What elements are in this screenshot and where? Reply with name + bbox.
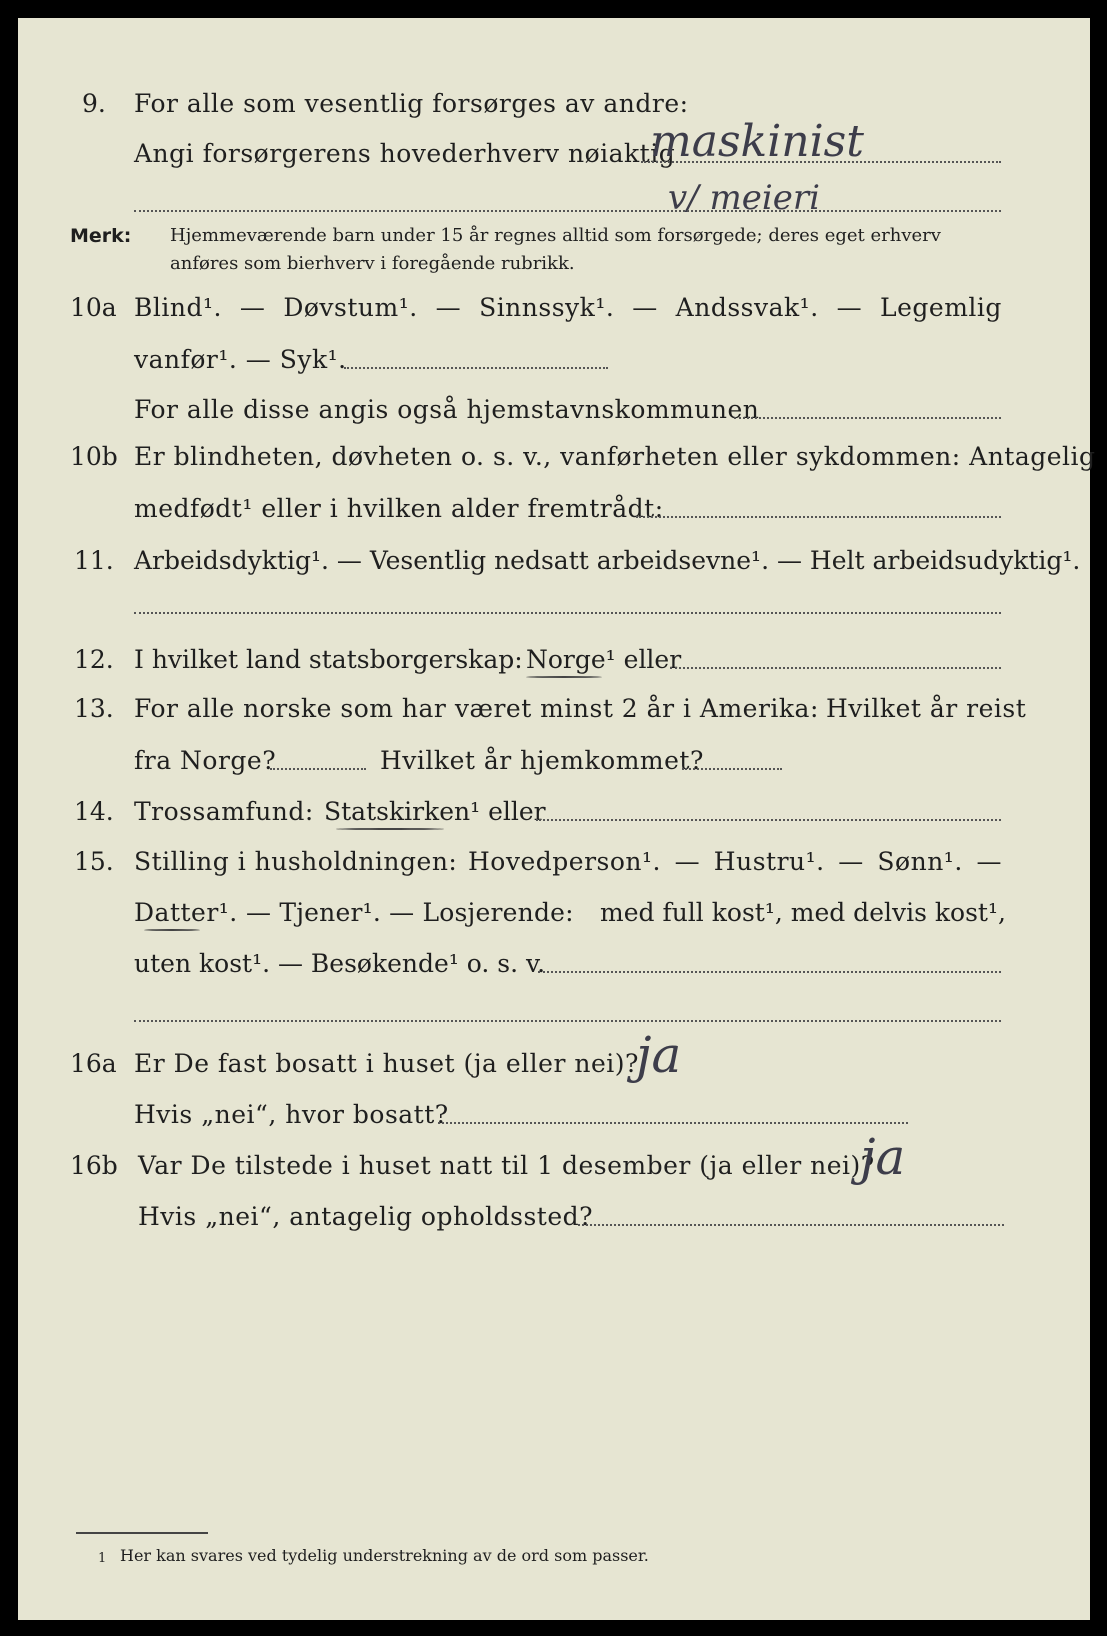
q16a-answer-line: [438, 1122, 908, 1124]
q10b-line1: Er blindheten, døvheten o. s. v., vanførheten eller sykdommen: Antagelig: [134, 442, 1096, 471]
q15-line1: Stilling i husholdningen:: [134, 847, 458, 876]
q10a-answer-line: [344, 367, 608, 369]
footnote-text: Her kan svares ved tydelig understrekning av de ord som passer.: [120, 1546, 649, 1565]
q15-underline-mark: [144, 929, 200, 931]
dash: —: [674, 847, 701, 876]
q13-line1: For alle norske som har været minst 2 år i Amerika:: [134, 694, 819, 723]
merk-line1: Hjemmeværende barn under 15 år regnes alltid som forsørgede; deres eget erhverv: [170, 225, 941, 246]
dash: —: [836, 293, 863, 322]
option-andssvak: Andssvak¹.: [675, 293, 819, 322]
q15-line1-options: [468, 847, 1002, 877]
q10a-number: 10a: [70, 293, 117, 322]
q9-number: 9.: [82, 89, 106, 118]
q11-number: 11.: [74, 546, 114, 575]
q15-line2a: Datter¹.: [134, 898, 238, 927]
dash: —: [632, 293, 658, 322]
q12-line1: I hvilket land statsborgerskap:: [134, 645, 523, 674]
merk-label: Merk:: [70, 225, 132, 247]
q14-answer-line: [536, 819, 1001, 821]
census-form-page: [18, 18, 1096, 1620]
q16a-handwritten-answer: ja: [636, 1026, 682, 1084]
dash: —: [976, 847, 1002, 876]
q10b-number: 10b: [70, 442, 118, 471]
q14-label: Trossamfund:: [134, 797, 314, 826]
footnote-marker: 1: [98, 1551, 107, 1566]
merk-line2: anføres som bierhverv i foregående rubrikk.: [170, 253, 575, 274]
q14-underline-mark: [336, 828, 444, 830]
q16b-number: 16b: [70, 1151, 118, 1180]
q9-handwritten-answer-2: v/ meieri: [668, 178, 820, 218]
q12-underline-mark: [526, 676, 602, 678]
option-legemlig: Legemlig: [880, 293, 1002, 322]
q11-line1: Arbeidsdyktig¹. — Vesentlig nedsatt arbeidsevne¹. — Helt arbeidsudyktig¹.: [134, 546, 1081, 575]
option-hustru: Hustru¹.: [713, 847, 825, 876]
option-blind: Blind¹.: [134, 293, 222, 322]
q10a-hometown-line: [734, 417, 1001, 419]
q14-option: Statskirken¹ eller: [324, 797, 546, 826]
q10b-answer-line: [636, 516, 1001, 518]
q10b-line2: medfødt¹ eller i hvilken alder fremtrådt:: [134, 494, 664, 523]
q15-line3: uten kost¹. — Besøkende¹ o. s. v.: [134, 949, 546, 978]
dash: —: [435, 293, 462, 322]
footnote-rule: [76, 1532, 208, 1534]
q15-number: 15.: [74, 847, 114, 876]
q10a-line1: [134, 293, 1002, 323]
q16a-line1: Er De fast bosatt i huset (ja eller nei)?: [134, 1049, 639, 1078]
q16a-line2: Hvis „nei“, hvor bosatt?: [134, 1100, 449, 1129]
q13-line2a: fra Norge?: [134, 746, 277, 775]
q12-answer-line: [670, 667, 1001, 669]
q9-line2: Angi forsørgerens hovederhverv nøiaktig: [134, 139, 676, 168]
q13-line1b: Hvilket år reist: [826, 694, 1027, 723]
q10a-line2: vanfør¹. — Syk¹.: [134, 345, 347, 374]
q15-line2c: med full kost¹, med delvis kost¹,: [600, 898, 1006, 927]
q13-line2b: Hvilket år hjemkommet?: [380, 746, 704, 775]
q13-number: 13.: [74, 694, 114, 723]
q9-line1: For alle som vesentlig forsørges av andre:: [134, 89, 689, 118]
q11-answer-line: [134, 612, 1001, 614]
q16b-handwritten-answer: ja: [860, 1128, 906, 1186]
q13-year-left-line: [270, 768, 366, 770]
option-hovedperson: Hovedperson¹.: [468, 847, 661, 876]
option-sinnssyk: Sinnssyk¹.: [479, 293, 615, 322]
option-dovstum: Døvstum¹.: [283, 293, 418, 322]
dash: —: [239, 293, 266, 322]
q13-year-returned-line: [682, 768, 782, 770]
q10a-line3: For alle disse angis også hjemstavnskommunen: [134, 395, 760, 424]
q16b-answer-line: [578, 1224, 1004, 1226]
q16a-number: 16a: [70, 1049, 117, 1078]
q16b-line1: Var De tilstede i huset natt til 1 desember (ja eller nei)?: [138, 1151, 875, 1180]
q12-number: 12.: [74, 645, 114, 674]
q16b-line2: Hvis „nei“, antagelig opholdssted?: [138, 1202, 594, 1231]
option-sonn: Sønn¹.: [877, 847, 963, 876]
q12-option: Norge¹ eller: [526, 645, 682, 674]
q15-extra-line: [134, 1020, 1001, 1022]
q14-number: 14.: [74, 797, 114, 826]
q15-answer-line: [538, 971, 1001, 973]
dash: —: [838, 847, 864, 876]
q9-extra-line: [134, 210, 1001, 212]
q15-line2b: — Tjener¹. — Losjerende:: [246, 898, 574, 927]
q9-handwritten-answer: maskinist: [650, 116, 864, 167]
